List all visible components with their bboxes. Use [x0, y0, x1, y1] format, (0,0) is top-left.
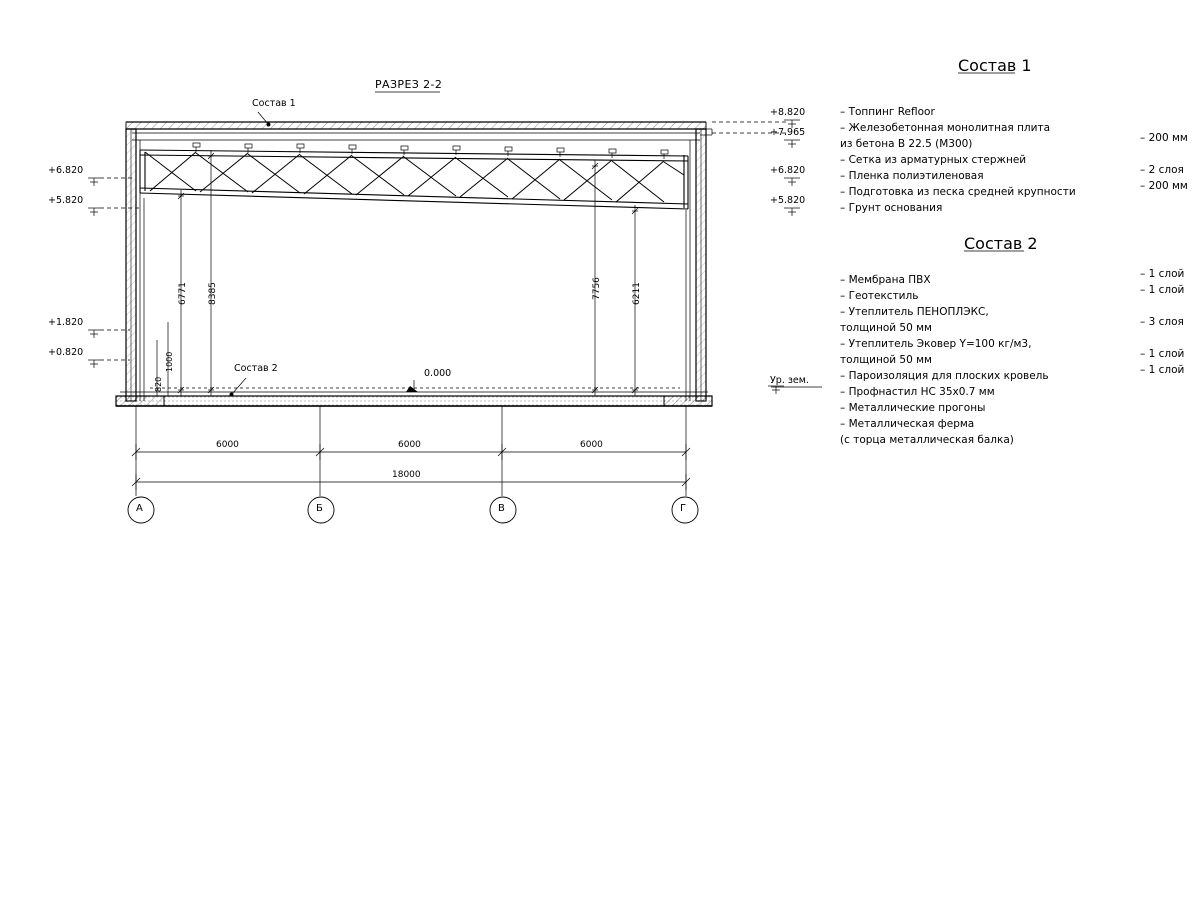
spec2-row-3-value: – 3 слоя [1140, 316, 1184, 328]
spec1-row-2-value: – 200 мм [1140, 132, 1188, 144]
spec2-row-10-text: (с торца металлическая балка) [840, 434, 1014, 446]
spec1-list [840, 100, 1200, 212]
spec2-title: Состав 2 [964, 234, 1038, 253]
spec1-row-4-value: – 2 слоя [1140, 164, 1184, 176]
spec2-row-0-value: – 1 слой [1140, 268, 1185, 280]
spec2-row-0-text: – Мембрана ПВХ [840, 274, 931, 286]
spec2-row-8-text: – Металлические прогоны [840, 402, 986, 414]
level-left-4: +0.820 [48, 347, 84, 358]
spec2-row-4-text: – Утеплитель Эковер Y=100 кг/м3, [840, 338, 1032, 350]
axis-label-v: В [498, 503, 505, 514]
vdim-1000: 1000 [165, 351, 174, 372]
level-ground: Ур. зем. [770, 375, 809, 386]
spec2-row-3-text: толщиной 50 мм [840, 322, 932, 334]
spec1-row-5-value: – 200 мм [1140, 180, 1188, 192]
spec1-row-3-text: – Сетка из арматурных стержней [840, 154, 1027, 166]
zero-level-label: 0.000 [424, 368, 452, 379]
vdim-6771: 6771 [178, 282, 188, 305]
drawing-title: РАЗРЕЗ 2-2 [375, 78, 443, 91]
axis-label-a: А [136, 503, 143, 514]
level-left-2: +5.820 [48, 195, 84, 206]
spec2-row-2-text: – Утеплитель ПЕНОПЛЭКС, [840, 306, 989, 318]
spec1-row-6-text: – Грунт основания [840, 202, 943, 214]
spec2-row-6-text: – Пароизоляция для плоских кровель [840, 370, 1049, 382]
spec2-row-7-text: – Профнастил НС 35х0.7 мм [840, 386, 995, 398]
callout-sostav-2: Состав 1 [252, 98, 296, 109]
total-dim: 18000 [392, 470, 421, 480]
vdim-7756: 7756 [592, 277, 602, 300]
axis-label-b: Б [316, 503, 323, 514]
callout-sostav-1: Состав 2 [234, 363, 278, 374]
level-left-3: +1.820 [48, 317, 84, 328]
level-left-1: +6.820 [48, 165, 84, 176]
level-right-1: +8.820 [770, 107, 806, 118]
spec1-row-0-text: – Топпинг Refloor [840, 106, 935, 118]
spec1-row-5-text: – Подготовка из песка средней крупности [840, 186, 1076, 198]
spec2-row-1-value: – 1 слой [1140, 284, 1185, 296]
level-right-3: +6.820 [770, 165, 806, 176]
spec2-row-5-text: толщиной 50 мм [840, 354, 932, 366]
spec2-row-9-text: – Металлическая ферма [840, 418, 975, 430]
spec2-list [840, 268, 1200, 444]
vdim-820: 820 [154, 376, 163, 392]
span-dim-3: 6000 [580, 440, 603, 450]
level-right-2: +7.965 [770, 127, 806, 138]
level-right-4: +5.820 [770, 195, 806, 206]
axis-label-g: Г [680, 503, 687, 514]
vdim-6211: 6211 [632, 282, 642, 305]
spec2-row-1-text: – Геотекстиль [840, 290, 919, 302]
span-dim-1: 6000 [216, 440, 239, 450]
spec2-row-5-value: – 1 слой [1140, 348, 1185, 360]
spec1-row-4-text: – Пленка полиэтиленовая [840, 170, 984, 182]
spec1-row-2-text: из бетона В 22.5 (М300) [840, 138, 973, 150]
vdim-8385: 8385 [208, 282, 218, 305]
spec1-title: Состав 1 [958, 56, 1032, 75]
spec1-row-1-text: – Железобетонная монолитная плита [840, 122, 1051, 134]
span-dim-2: 6000 [398, 440, 421, 450]
spec2-row-6-value: – 1 слой [1140, 364, 1185, 376]
